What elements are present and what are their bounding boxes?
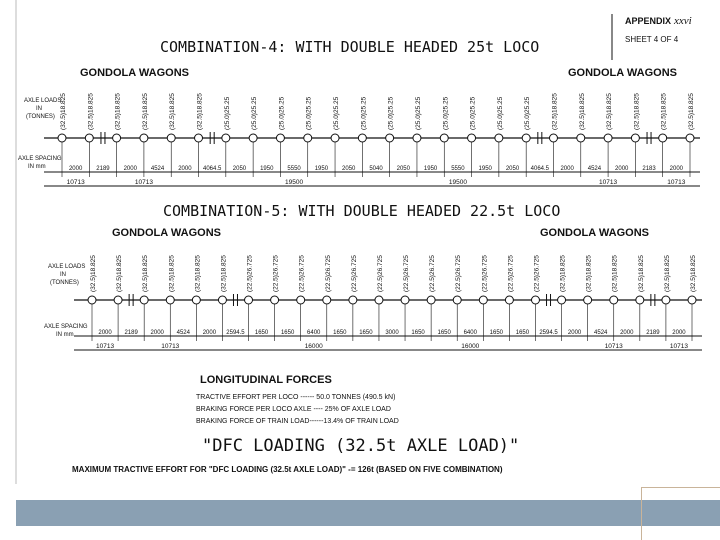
axle-load-label: (22.5)26.725 [455,255,463,292]
axle-wheel [88,296,96,304]
axle-load-label: (32.5)18.825 [606,93,614,130]
axle-load-label: (32.5)18.825 [637,255,645,292]
axle-load-label: (25.0)25.25 [387,96,395,130]
axle-spacing-value: 2189 [96,166,110,172]
axle-load-label: (32.5)18.825 [169,93,177,130]
axle-spacing-value: 1950 [423,166,438,172]
axle-load-label: (22.5)26.725 [507,255,515,292]
group-total-value: 19500 [285,179,304,186]
axle-spacing-value: 2000 [123,166,137,172]
axle-load-label: (25.0)25.25 [251,96,259,130]
axle-load-label: (25.0)25.25 [223,96,231,130]
axle-spacing-value: 1650 [254,330,269,336]
axle-spacing-value: 2050 [232,166,247,172]
axle-wheel [636,296,644,304]
axle-spacing-value: 2000 [98,330,112,336]
axle-load-label: (32.5)18.825 [690,255,697,292]
axle-load-label: (32.5)18.825 [559,255,567,292]
axle-spacing-value: 2000 [620,330,634,336]
combination-5-right-group: GONDOLA WAGONS [540,227,649,239]
axle-spacing-value: 1950 [314,166,329,172]
axle-wheel [453,296,461,304]
axle-wheel [349,296,357,304]
axle-spacing-value: 6400 [463,330,477,336]
axle-load-label: (32.5)18.825 [196,93,204,130]
axle-wheel [468,134,476,142]
axle-spacing-value: 2050 [505,166,520,172]
axle-spacing-value: 4524 [587,166,602,172]
axle-load-label: (32.5)18.825 [611,255,619,292]
axle-spacing-value: 1650 [515,330,530,336]
axle-load-label: (32.5)18.825 [168,255,176,292]
axle-wheel [549,134,557,142]
axle-spacing-value: 5040 [369,166,383,172]
axle-wheel [577,134,585,142]
combination-4-axle-diagram [44,93,700,186]
axle-load-label: (32.5)18.825 [578,93,586,130]
group-total-value: 10713 [66,179,85,186]
axle-spacing-value: 2189 [124,330,138,336]
axle-wheel [688,296,696,304]
axle-wheel [440,134,448,142]
group-total-value: 10713 [599,179,618,186]
axle-load-label: (22.5)26.725 [376,255,384,292]
axle-wheel [401,296,409,304]
axle-spacing-value: 2000 [669,166,684,172]
axle-load-label: (22.5)26.725 [272,255,280,292]
footer-bar [16,500,720,526]
axle-wheel [58,134,66,142]
longitudinal-forces-heading: LONGITUDINAL FORCES [200,374,332,386]
axle-load-label: (32.5)18.825 [116,255,124,292]
axle-spacing-value: 2000 [615,166,629,172]
axle-load-label: (32.5)18.825 [60,93,67,130]
axle-load-label: (32.5)18.825 [633,93,641,130]
axle-wheel [276,134,284,142]
axle-wheel [113,134,121,142]
axle-load-label: (32.5)18.825 [142,255,150,292]
group-total-value: 10713 [134,179,153,186]
axle-load-label: (22.5)26.725 [298,255,306,292]
axle-wheel [584,296,592,304]
group-total-value: 16000 [304,343,323,350]
axle-spacing-value: 2594.5 [226,330,245,336]
combination-5-axle-label-2: IN [60,272,66,278]
axle-wheel [297,296,305,304]
dfc-loading-title: "DFC LOADING (32.5t AXLE LOAD)" [202,436,520,456]
axle-wheel [114,296,122,304]
axle-wheel [413,134,421,142]
axle-wheel [427,296,435,304]
axle-spacing-value: 1650 [437,330,451,336]
axle-load-label: (25.0)25.25 [360,96,368,130]
combination-4-axle-label-1: AXLE LOADS [24,98,62,104]
combination-4-spacing-label-2: IN mm [28,164,46,170]
combination-5-axle-label-3: (TONNES) [50,280,79,286]
axle-load-label: (32.5)18.825 [688,93,695,130]
axle-wheel [610,296,618,304]
axle-spacing-value: 4524 [150,166,165,172]
axle-load-label: (25.0)25.25 [305,96,313,130]
axle-load-label: (25.0)25.25 [442,96,450,130]
axle-spacing-value: 1650 [280,330,295,336]
axle-spacing-value: 2000 [672,330,686,336]
axle-wheel [604,134,612,142]
axle-wheel [375,296,383,304]
axle-load-label: (22.5)26.725 [533,255,541,292]
axle-spacing-value: 4524 [176,330,190,336]
axle-wheel [245,296,253,304]
axle-load-label: (25.0)25.25 [278,96,286,130]
axle-spacing-value: 2000 [567,330,582,336]
axle-wheel [249,134,257,142]
axle-spacing-value: 1950 [260,166,274,172]
axle-load-label: (25.0)25.25 [524,96,532,130]
axle-spacing-value: 6400 [307,330,321,336]
axle-spacing-value: 1950 [478,166,492,172]
axle-load-label: (32.5)18.825 [114,93,122,130]
group-total-value: 16000 [461,343,480,350]
axle-wheel [218,296,226,304]
axle-spacing-value: 2000 [68,166,83,172]
group-total-value: 10713 [604,343,623,350]
axle-wheel [659,134,667,142]
axle-wheel [631,134,639,142]
axle-wheel [662,296,670,304]
axle-spacing-value: 2000 [560,166,574,172]
corner-divider [641,500,642,540]
axle-wheel [166,296,174,304]
axle-wheel [386,134,394,142]
combination-4-axle-label-3: (TONNES) [26,114,55,120]
axle-wheel [531,296,539,304]
axle-spacing-value: 2183 [642,166,656,172]
group-total-value: 10713 [667,179,686,186]
axle-load-label: (22.5)26.725 [350,255,358,292]
axle-load-label: (25.0)25.25 [496,96,504,130]
axle-load-label: (25.0)25.25 [469,96,477,130]
axle-spacing-value: 2050 [396,166,410,172]
axle-spacing-value: 2594.5 [539,330,558,336]
longitudinal-line-1: TRACTIVE EFFORT PER LOCO ------ 50.0 TONNES (490.5 kN) [196,394,396,401]
axle-wheel [505,296,513,304]
axle-spacing-value: 1650 [489,330,504,336]
axle-load-label: (22.5)26.725 [481,255,489,292]
axle-spacing-value: 2000 [178,166,192,172]
axle-wheel [167,134,175,142]
axle-load-label: (25.0)25.25 [414,96,422,130]
axle-load-label: (22.5)26.725 [246,255,254,292]
axle-load-label: (32.5)18.825 [660,93,668,130]
axle-load-label: (32.5)18.825 [194,255,202,292]
axle-spacing-value: 1650 [333,330,347,336]
combination-4-spacing-label-1: AXLE SPACING [18,156,62,162]
axle-load-label: (22.5)26.725 [403,255,411,292]
axle-spacing-value: 5550 [287,166,301,172]
axle-spacing-value: 3000 [385,330,399,336]
combination-5-spacing-label-1: AXLE SPACING [44,324,88,330]
combination-4-axle-label-2: IN [36,106,42,112]
axle-spacing-value: 1650 [411,330,425,336]
group-total-value: 19500 [448,179,467,186]
axle-wheel [686,134,694,142]
axle-wheel [222,134,230,142]
axle-load-label: (32.5)18.825 [141,93,149,130]
axle-load-label: (22.5)26.725 [429,255,437,292]
axle-spacing-value: 4064.5 [202,166,222,172]
axle-wheel [271,296,279,304]
axle-wheel [195,134,203,142]
axle-wheel [140,296,148,304]
combination-5-left-group: GONDOLA WAGONS [112,227,221,239]
axle-load-label: (32.5)18.825 [220,255,228,292]
axle-load-label: (32.5)18.825 [585,255,593,292]
axle-load-label: (32.5)18.825 [551,93,559,130]
axle-load-label: (32.5)18.825 [90,255,97,292]
axle-spacing-value: 2000 [202,330,217,336]
corner-decoration [641,487,720,540]
axle-wheel [192,296,200,304]
combination-4-right-group: GONDOLA WAGONS [568,67,677,79]
axle-wheel [85,134,93,142]
combination-5-spacing-label-2: IN mm [56,332,74,338]
axle-spacing-value: 1650 [359,330,373,336]
axle-spacing-value: 4524 [594,330,608,336]
axle-spacing-value: 5550 [451,166,465,172]
appendix-label: APPENDIX [625,16,672,26]
axle-load-label: (22.5)26.725 [324,255,332,292]
axle-spacing-value: 2189 [646,330,660,336]
axle-load-label: (32.5)18.825 [87,93,95,130]
axle-wheel [358,134,366,142]
appendix-number: xxvi [674,15,692,27]
axle-wheel [331,134,339,142]
group-total-value: 10713 [161,343,180,350]
max-tractive-effort-note: MAXIMUM TRACTIVE EFFORT FOR "DFC LOADING (32.5t AXLE LOAD)" -= 126t (BASED ON FIVE COMBINATION) [72,465,503,474]
axle-wheel [522,134,530,142]
combination-5-title: COMBINATION-5: WITH DOUBLE HEADED 22.5t LOCO [163,202,561,220]
axle-load-label: (25.0)25.25 [333,96,341,130]
combination-4-title: COMBINATION-4: WITH DOUBLE HEADED 25t LOCO [160,38,540,56]
axle-wheel [558,296,566,304]
longitudinal-line-3: BRAKING FORCE OF TRAIN LOAD------13.4% OF TRAIN LOAD [196,418,399,425]
axle-spacing-value: 2050 [342,166,356,172]
axle-spacing-value: 4064.5 [530,166,550,172]
axle-wheel [479,296,487,304]
axle-load-label: (32.5)18.825 [663,255,671,292]
longitudinal-line-2: BRAKING FORCE PER LOCO AXLE ---- 25% OF AXLE LOAD [196,406,391,413]
combination-4-left-group: GONDOLA WAGONS [80,67,189,79]
combination-5-axle-label-1: AXLE LOADS [48,264,86,270]
combination-5-axle-diagram [74,255,702,350]
axle-wheel [140,134,148,142]
axle-wheel [304,134,312,142]
group-total-value: 10713 [96,343,115,350]
axle-wheel [323,296,331,304]
axle-spacing-value: 2000 [150,330,164,336]
sheet-number: SHEET 4 OF 4 [625,35,679,44]
group-total-value: 10713 [669,343,688,350]
axle-wheel [495,134,503,142]
